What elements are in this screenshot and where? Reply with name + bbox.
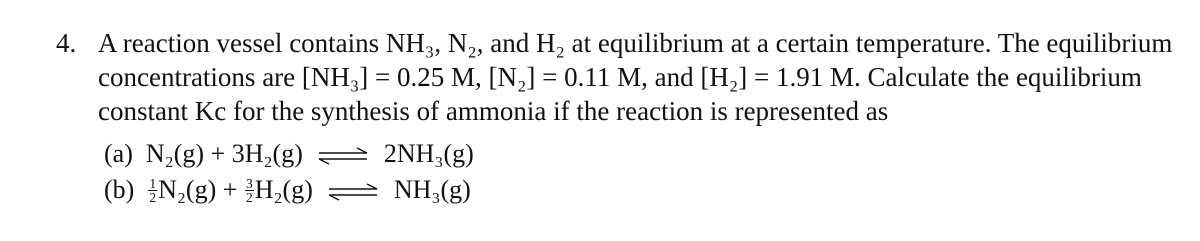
part-a bbox=[104, 136, 474, 172]
part-a-plus: + bbox=[210, 139, 226, 168]
part-a-label: (a) bbox=[104, 139, 133, 168]
part-b-coefficient-1 bbox=[148, 177, 157, 205]
part-b-coefficient-2 bbox=[245, 177, 254, 205]
part-b-reactant-2: H₂(g) bbox=[254, 175, 313, 204]
part-b-reactant-1: N₂(g) bbox=[158, 175, 217, 204]
equilibrium-arrow-icon bbox=[327, 183, 379, 201]
equilibrium-arrow-icon bbox=[317, 147, 369, 165]
coefficient-1-numerator: 1 bbox=[149, 175, 157, 191]
part-a-product: 2NH₃(g) bbox=[383, 139, 474, 168]
part-a-reactant-2: 3H₂(g) bbox=[231, 139, 303, 168]
problem-number: 4. bbox=[56, 28, 77, 58]
part-b-label: (b) bbox=[104, 175, 135, 204]
part-b-plus: + bbox=[222, 175, 238, 204]
coefficient-1-denominator: 2 bbox=[149, 190, 157, 206]
statement-line-1: A reaction vessel contains NH₃, N₂, and H₂ at equilibrium at a certain temperature. The equilibrium bbox=[98, 28, 1173, 58]
reaction-parts bbox=[104, 136, 474, 208]
part-a-reactant-1: N₂(g) bbox=[145, 139, 205, 168]
problem-statement bbox=[98, 26, 1178, 128]
part-b bbox=[104, 172, 474, 208]
part-b-product: NH₃(g) bbox=[393, 175, 471, 204]
coefficient-2-denominator: 2 bbox=[245, 190, 253, 206]
statement-line-3: constant Kc for the synthesis of ammonia if the reaction is represented as bbox=[98, 96, 889, 126]
coefficient-2-numerator: 3 bbox=[245, 175, 253, 191]
statement-line-2: concentrations are [NH₃] = 0.25 M, [N₂] = 0.11 M, and [H₂] = 1.91 M. Calculate the equilibrium bbox=[98, 62, 1142, 92]
